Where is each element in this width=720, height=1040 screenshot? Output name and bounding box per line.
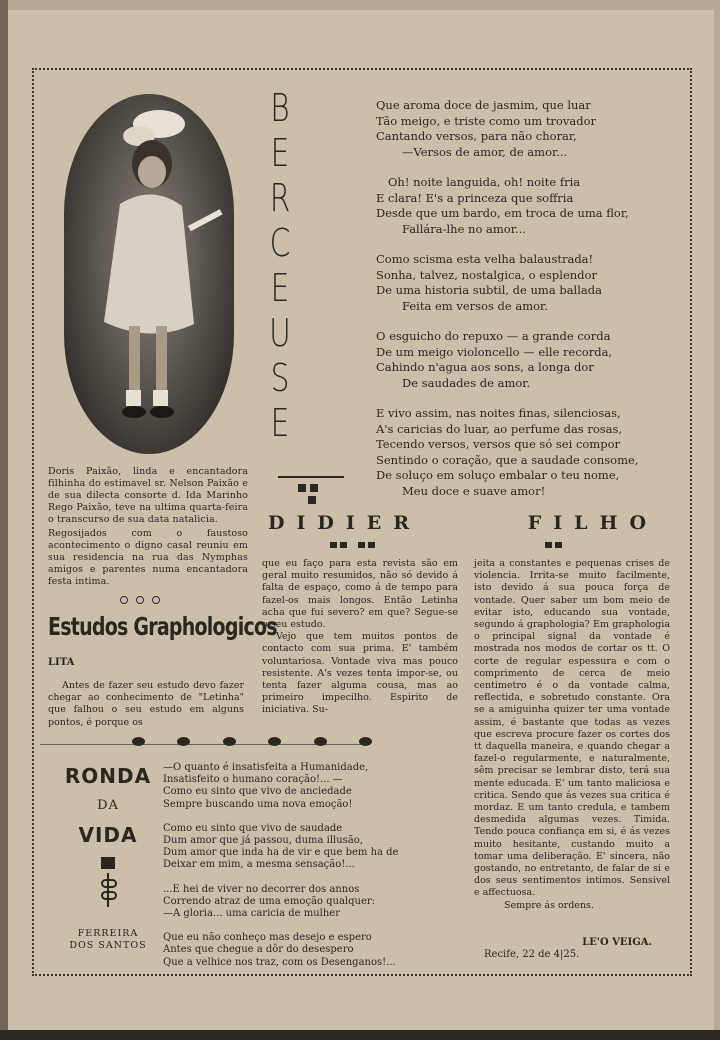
poem-line: Fallára-lhe no amor... (402, 221, 526, 236)
poem-line: De um meigo violoncello — elle recorda, (376, 344, 613, 359)
ronda-stanza (163, 823, 463, 872)
ronda-line: Deixar em mim, a mesma sensação!... (163, 859, 355, 871)
article-byline: LITA (48, 657, 75, 668)
poem-line: O esguicho do repuxo — a grande corda (376, 329, 611, 343)
caption-paragraph: Regosijados com o faustoso acontecimento o digno casal reuniu em sua residencia na rua das Nymphas amigos e parentes numa encantadora festa intima. (48, 528, 248, 587)
poem-line: Sonha, talvez, nostalgica, o esplendor (376, 267, 597, 282)
poem-line: Oh! noite languida, oh! noite fria (388, 175, 581, 189)
poem-line: Como scisma esta velha balaustrada! (376, 252, 594, 266)
poem-line: Desde que um bardo, em troca de uma flor, (376, 206, 629, 220)
ronda-author-line: FERREIRA (77, 928, 139, 939)
ronda-title-word: VIDA (78, 823, 138, 847)
poem-title-vertical (258, 86, 302, 446)
ronda-line: Antes que chegue a dôr do desespero (163, 944, 354, 956)
article-signature: LE'O VEIGA. (582, 937, 652, 948)
poem-line: —Versos de amor, de amor... (402, 144, 568, 159)
title-letter: R (269, 176, 291, 220)
article-signature-block (474, 937, 674, 961)
divider-dots (132, 737, 372, 746)
poem-line: De soluço em soluço embalar o teu nome, (376, 468, 620, 482)
ronda-title-word: DA (97, 798, 119, 813)
divider-dot (314, 737, 327, 746)
ronda-line: Dum amor que já passou, duma illusão, (163, 835, 363, 847)
ronda-line: —A gloria... uma caricia de mulher (163, 908, 340, 920)
ronda-line: Dum amor que inda ha de vir e que bem ha de (163, 847, 399, 859)
ronda-author (58, 928, 158, 952)
poem-line: De saudades de amor. (402, 375, 531, 390)
poem-line: Feita em versos de amor. (402, 298, 548, 313)
author-last-name: FILHO (527, 512, 658, 534)
ronda-title-word: RONDA (64, 764, 152, 788)
ronda-line: Que eu não conheço mas desejo e espero (163, 932, 372, 944)
author-ornament (545, 542, 575, 550)
ronda-line: ...E hei de viver no decorrer dos annos (163, 883, 360, 895)
poem-line: Cahindo n'agua aos sons, a longa dor (376, 360, 594, 374)
ronda-line: Como eu sinto que vivo de anciedade (163, 786, 352, 798)
ronda-ornament (101, 857, 115, 869)
poem-stanza (376, 98, 686, 160)
title-letter: B (270, 86, 290, 130)
article-paragraph: jeita a constantes e pequenas crises de violencia. Irrita-se muito facilmente, isto devido á sua pouca força de vontade. Quer saber um bom meio de evitar isto, educando sua vontade, segundo á graphologia? Em graphologia o principal signal da vontade é mostrada nos modos de cortar os tt. O corte de regular espessura e com o comprimento de cerca de meio centimetro é o da vontade calma, reflectida, e sobretudo constante. Ora se a amiguinha quizer ter uma vontade assim, é bastante que todas as vezes que escreva procure fazer os cortes dos tt daquella maneira, e quando chegar a fazel-o regularmente, e naturalmente, sêm precisar se lembrar disto, terá sua mente educada. E' um tanto maliciosa e critica. Sendo que ás vezes sua critica é mordaz. E um tanto credula, e tambem desmedida algumas vezes. Timida. Tendo pouca confiança em si, é ás vezes muito hesitante, custando muito a tomar uma deliberação. E' sincera, não gostando, no entretanto, de falar de si e dos seus sentimentos intimos. Sensivel e affectuosa. (474, 558, 670, 899)
poem-line: E vivo assim, nas noites finas, silenciosas, (376, 406, 621, 420)
divider-dot (132, 737, 145, 746)
berceuse-poem (376, 98, 686, 514)
title-ornament (278, 474, 344, 514)
ronda-line: —O quanto é insatisfeita a Humanidade, (163, 762, 369, 773)
ronda-line: Correndo atraz de uma emoção qualquer: (163, 895, 376, 907)
poem-line: Cantando versos, para não chorar, (376, 129, 577, 143)
poem-stanza (376, 329, 686, 391)
ronda-line: Que a velhice nos traz, com os Desenganos!... (163, 956, 396, 968)
ronda-stanza (163, 884, 463, 921)
section-ornament (120, 596, 180, 604)
poem-line: Tão meigo, e triste como um trovador (376, 113, 596, 128)
poem-stanza (376, 175, 686, 237)
poem-stanza (376, 406, 686, 499)
poem-line: A's caricias do luar, ao perfume das rosas, (376, 421, 623, 436)
ronda-stanza (163, 762, 463, 811)
caption-paragraph: Doris Paixão, linda e encantadora filhinha do estimavel sr. Nelson Paixão e de sua dilecta consorte d. Ida Marinho Rego Paixão, teve na ultima quarta-feira o transcurso de sua data natalicia. (48, 466, 248, 525)
author-ornament (330, 542, 390, 550)
title-letter: S (270, 356, 290, 400)
scan-edge (0, 1030, 720, 1040)
divider-dot (268, 737, 281, 746)
poem-author (268, 512, 658, 534)
article-column-2 (262, 558, 458, 717)
divider-dot (223, 737, 236, 746)
title-letter: U (269, 311, 291, 355)
divider-dot (177, 737, 190, 746)
author-first-name: DIDIER (268, 512, 422, 534)
poem-line: Tecendo versos, versos que só sei compor (376, 437, 620, 451)
article-closing: Sempre ás ordens. (504, 899, 594, 911)
ronda-ornament (107, 873, 109, 907)
poem-line: Meu doce e suave amor! (402, 483, 546, 498)
title-letter: E (270, 131, 290, 175)
poem-line: E clara! E's a princeza que soffria (376, 190, 574, 205)
article-paragraph: que eu faço para esta revista são em geral muito resumidos, não só devido á falta de espaço, como á de tempo para fazel-os mais longos. Então Letinha acha que fui severo? em que? Segue-se o seu estudo. (262, 558, 458, 631)
poem-line: Que aroma doce de jasmim, que luar (376, 98, 591, 112)
ronda-poem (163, 762, 463, 969)
title-letter: C (269, 221, 291, 265)
poem-stanza (376, 252, 686, 314)
ronda-author-line: DOS SANTOS (69, 940, 147, 951)
article-dateline: Recife, 22 de 4|25. (484, 949, 580, 960)
article-paragraph: Vejo que tem muitos pontos de contacto com sua prima. E' também voluntariosa. Vontade viva mas pouco resistente. A's vezes tenta impor-se, ou tenta fazer alguma cousa, mas ao primeiro impecilho. Espirito de iniciativa. Su- (262, 631, 458, 716)
poem-line: Sentindo o coração, que a saudade consome, (376, 452, 639, 467)
ronda-line: Como eu sinto que vivo de saudade (163, 822, 343, 834)
ronda-line: Sempre buscando uma nova emoção! (163, 798, 353, 810)
title-letter: E (270, 266, 290, 310)
article-column-1 (48, 680, 244, 729)
poem-line: De uma historia subtil, de uma ballada (376, 283, 602, 297)
child-portrait-photo (64, 94, 234, 454)
ronda-title-block (58, 764, 158, 907)
article-title: Estudos Graphologicos (48, 612, 277, 641)
divider-dot (359, 737, 372, 746)
title-letter: E (270, 401, 290, 445)
article-paragraph: Antes de fazer seu estudo devo fazer chegar ao conhecimento de "Letinha" que falhou o seu estudo em alguns pontos, é porque os (48, 680, 244, 728)
ronda-line: Insatisfeito o humano coração!... — (163, 774, 343, 786)
book-binding (0, 0, 8, 1040)
photo-caption (48, 466, 248, 590)
article-column-3 (474, 558, 670, 912)
ronda-stanza (163, 932, 463, 969)
